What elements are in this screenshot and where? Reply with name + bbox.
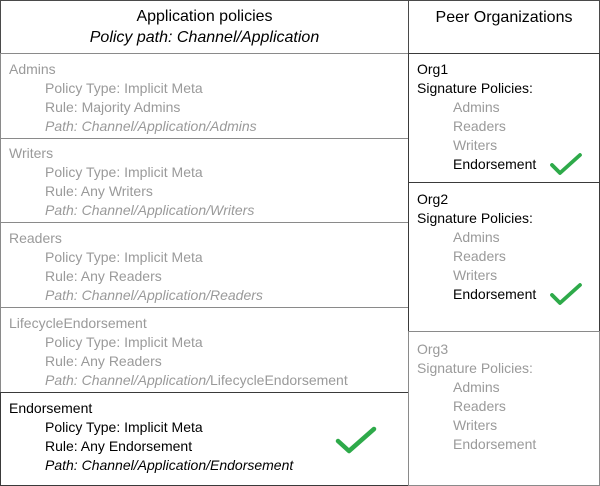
policy-name: LifecycleEndorsement xyxy=(9,315,147,331)
signature-policy-readers: Readers xyxy=(453,118,506,134)
policy-type: Policy Type: Implicit Meta xyxy=(45,164,203,180)
signature-policy-writers: Writers xyxy=(453,417,498,433)
signature-policy-writers: Writers xyxy=(453,267,498,283)
policy-name: Readers xyxy=(9,230,62,246)
policy-lifecycle-endorsement xyxy=(0,307,409,393)
policy-path: Path: Channel/Application/Endorsement xyxy=(45,457,294,473)
signature-policy-admins: Admins xyxy=(453,99,500,115)
signature-policy-readers: Readers xyxy=(453,248,506,264)
signature-policy-writers: Writers xyxy=(453,137,498,153)
peer-organizations-header xyxy=(408,0,600,54)
signature-policies-label: Signature Policies: xyxy=(417,360,533,376)
application-policies-title: Application policies xyxy=(136,8,273,25)
org-org1 xyxy=(408,53,600,183)
policy-path-prefix: Path: Channel/Application/ xyxy=(45,372,210,388)
policy-path: Path: Channel/Application/Writers xyxy=(45,202,255,218)
policy-path: Path: Channel/Application/Admins xyxy=(45,118,257,134)
signature-policies-label: Signature Policies: xyxy=(417,210,533,226)
policy-writers xyxy=(0,138,409,223)
org-org3 xyxy=(408,331,600,486)
policy-type: Policy Type: Implicit Meta xyxy=(45,249,203,265)
org-name: Org3 xyxy=(417,341,449,357)
policy-rule: Rule: Any Writers xyxy=(45,183,153,199)
policy-name: Endorsement xyxy=(9,400,93,416)
check-mark-icon xyxy=(335,426,377,454)
signature-policy-readers: Readers xyxy=(453,398,506,414)
policy-path xyxy=(45,371,348,389)
policy-rule: Rule: Any Readers xyxy=(45,353,162,369)
policy-path-suffix: LifecycleEndorsement xyxy=(210,372,348,388)
policy-type: Policy Type: Implicit Meta xyxy=(45,334,203,350)
policy-admins xyxy=(0,53,409,139)
peer-organizations-title: Peer Organizations xyxy=(435,9,573,26)
policy-endorsement xyxy=(0,392,409,486)
signature-policy-endorsement: Endorsement xyxy=(453,436,537,452)
policy-readers xyxy=(0,222,409,308)
policy-path-subtitle: Policy path: Channel/Application xyxy=(89,29,320,46)
policy-type: Policy Type: Implicit Meta xyxy=(45,80,203,96)
check-mark-icon xyxy=(549,152,583,176)
org-name: Org2 xyxy=(417,191,449,207)
org-org2 xyxy=(408,182,600,332)
policy-type: Policy Type: Implicit Meta xyxy=(45,419,203,435)
org-name: Org1 xyxy=(417,61,449,77)
signature-policy-admins: Admins xyxy=(453,229,500,245)
policy-name: Writers xyxy=(9,145,54,161)
application-policies-header xyxy=(0,0,409,54)
signature-policies-label: Signature Policies: xyxy=(417,80,533,96)
signature-policy-endorsement: Endorsement xyxy=(453,156,537,172)
policy-rule: Rule: Majority Admins xyxy=(45,99,181,115)
policy-rule: Rule: Any Endorsement xyxy=(45,438,193,454)
check-mark-icon xyxy=(549,282,583,306)
policy-path: Path: Channel/Application/Readers xyxy=(45,287,263,303)
signature-policy-endorsement: Endorsement xyxy=(453,286,537,302)
signature-policy-admins: Admins xyxy=(453,379,500,395)
policy-rule: Rule: Any Readers xyxy=(45,268,162,284)
policy-name: Admins xyxy=(9,61,56,77)
